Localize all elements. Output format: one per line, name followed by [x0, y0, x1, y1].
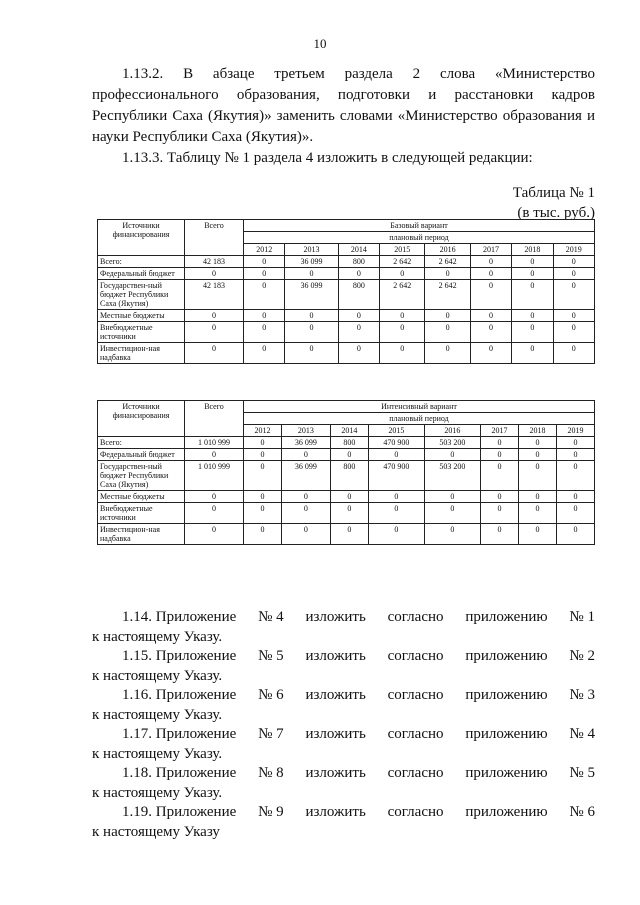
annex-word: № 5 [258, 648, 284, 664]
row-value: 0 [281, 449, 330, 461]
row-value: 0 [380, 322, 425, 343]
row-value: 0 [512, 268, 553, 280]
annex-word: № 9 [258, 804, 284, 820]
table-unit: (в тыс. руб.) [517, 205, 595, 221]
annex-item-lead [122, 802, 236, 822]
annex-word: приложению [465, 765, 548, 781]
row-value: 36 099 [285, 280, 338, 310]
row-value: 36 099 [285, 256, 338, 268]
row-value: 0 [330, 503, 368, 524]
row-value: 0 [424, 503, 480, 524]
annex-word: изложить [305, 648, 366, 664]
header-period: плановый период [244, 413, 595, 425]
header-year: 2017 [470, 244, 511, 256]
annex-word: согласно [387, 687, 444, 703]
row-value: 0 [285, 343, 338, 364]
annex-word: изложить [305, 687, 366, 703]
annex-item-number: 1.15. [122, 648, 152, 664]
row-value: 0 [281, 524, 330, 545]
annex-word: № 2 [569, 648, 595, 664]
table-row [98, 256, 595, 268]
annex-word: приложению [465, 726, 548, 742]
annex-item [92, 802, 595, 842]
annex-item-number: 1.17. [122, 726, 152, 742]
annex-word: согласно [387, 726, 444, 742]
annex-word: приложению [465, 687, 548, 703]
annex-word: Приложение [155, 648, 237, 664]
annex-word: согласно [387, 648, 444, 664]
annex-word: приложению [465, 609, 548, 625]
header-period: плановый период [244, 232, 595, 244]
annex-word: Приложение [155, 609, 237, 625]
row-value: 0 [480, 449, 518, 461]
row-value: 0 [518, 461, 556, 491]
row-value: 0 [244, 310, 285, 322]
row-value: 0 [512, 310, 553, 322]
table-row [98, 491, 595, 503]
row-value: 0 [368, 491, 424, 503]
table-row [98, 461, 595, 491]
row-value: 0 [244, 503, 282, 524]
row-source-label: Всего: [98, 256, 185, 268]
table-caption [513, 183, 595, 223]
annex-item [92, 646, 595, 686]
row-value: 0 [281, 491, 330, 503]
row-value: 470 900 [368, 437, 424, 449]
row-value: 0 [518, 503, 556, 524]
row-value: 0 [368, 524, 424, 545]
header-year: 2019 [553, 244, 594, 256]
row-value: 0 [425, 322, 470, 343]
annex-item-tail: к настоящему Указу [92, 824, 220, 840]
row-value: 0 [480, 461, 518, 491]
row-value: 0 [518, 437, 556, 449]
row-value: 0 [512, 343, 553, 364]
row-source-label: Внебюджетные источники [98, 503, 185, 524]
annex-item-lead [122, 646, 236, 666]
row-value: 0 [338, 268, 379, 280]
annex-item-lead [122, 607, 236, 627]
row-value: 0 [368, 449, 424, 461]
row-total: 0 [185, 322, 244, 343]
row-value: 0 [285, 322, 338, 343]
header-variant: Базовый вариант [244, 220, 595, 232]
row-value: 36 099 [281, 437, 330, 449]
header-year: 2013 [281, 425, 330, 437]
annex-word: согласно [387, 765, 444, 781]
row-value: 0 [380, 268, 425, 280]
row-source-label: Государствен-ный бюджет Республики Саха (Якутия) [98, 280, 185, 310]
annex-item-line [92, 646, 595, 666]
annex-item-tail: к настоящему Указу. [92, 668, 223, 684]
annex-item-lead [122, 763, 236, 783]
row-value: 0 [338, 343, 379, 364]
header-year: 2014 [330, 425, 368, 437]
header-variant: Интенсивный вариант [244, 401, 595, 413]
row-value: 0 [285, 310, 338, 322]
row-value: 0 [518, 449, 556, 461]
row-value: 2 642 [380, 256, 425, 268]
row-value: 0 [518, 491, 556, 503]
annex-word: Приложение [155, 687, 237, 703]
annex-item-lead [122, 685, 236, 705]
row-value: 2 642 [425, 256, 470, 268]
header-year: 2018 [518, 425, 556, 437]
annex-word: согласно [387, 804, 444, 820]
annex-item-line [92, 802, 595, 822]
row-value: 0 [244, 449, 282, 461]
table-row [98, 437, 595, 449]
annex-word: Приложение [155, 765, 237, 781]
annex-item-number: 1.19. [122, 804, 152, 820]
row-value: 0 [244, 322, 285, 343]
row-source-label: Инвестицион-ная надбавка [98, 524, 185, 545]
header-row [98, 401, 595, 413]
row-value: 0 [556, 524, 594, 545]
row-value: 0 [556, 461, 594, 491]
row-value: 0 [368, 503, 424, 524]
page-number: 10 [313, 36, 327, 51]
row-value: 0 [338, 322, 379, 343]
annex-word: согласно [387, 609, 444, 625]
row-total: 0 [185, 503, 244, 524]
annex-word: № 3 [569, 687, 595, 703]
row-total: 1 010 999 [185, 461, 244, 491]
row-value: 0 [330, 524, 368, 545]
row-value: 0 [380, 310, 425, 322]
row-value: 0 [553, 280, 594, 310]
annex-item [92, 724, 595, 764]
row-value: 0 [556, 491, 594, 503]
row-value: 0 [518, 524, 556, 545]
row-value: 800 [330, 461, 368, 491]
annex-word: изложить [305, 765, 366, 781]
annex-item-tail: к настоящему Указу. [92, 746, 223, 762]
annex-word: Приложение [155, 726, 237, 742]
row-value: 2 642 [380, 280, 425, 310]
header-source: Источники финансирования [98, 401, 185, 437]
table-row [98, 524, 595, 545]
row-source-label: Местные бюджеты [98, 491, 185, 503]
row-source-label: Всего: [98, 437, 185, 449]
row-value: 0 [480, 437, 518, 449]
row-value: 0 [553, 310, 594, 322]
row-total: 0 [185, 310, 244, 322]
annex-item-tail: к настоящему Указу. [92, 785, 223, 801]
paragraph-1-13-3: 1.13.3. Таблицу № 1 раздела 4 изложить в следующей редакции: [122, 150, 533, 166]
header-year: 2017 [480, 425, 518, 437]
row-value: 0 [330, 449, 368, 461]
header-total: Всего [185, 220, 244, 256]
row-source-label: Инвестицион-ная надбавка [98, 343, 185, 364]
header-total: Всего [185, 401, 244, 437]
annex-item-lead [122, 724, 236, 744]
row-value: 0 [512, 322, 553, 343]
annex-word: № 5 [569, 765, 595, 781]
header-year: 2015 [380, 244, 425, 256]
paragraph-1-13-2: 1.13.2. В абзаце третьем раздела 2 слова «Министерство профессионального образования, подготовки и расстановки кадров Республики Саха (Якутия)» заменить словами «Министерство образования и науки Республики Саха (Якутия)». [92, 66, 595, 145]
row-value: 800 [338, 280, 379, 310]
row-value: 0 [244, 437, 282, 449]
header-year: 2016 [424, 425, 480, 437]
row-value: 0 [244, 280, 285, 310]
row-value: 0 [425, 268, 470, 280]
row-value: 0 [556, 503, 594, 524]
row-value: 0 [425, 343, 470, 364]
header-year: 2012 [244, 244, 285, 256]
annex-word: приложению [465, 648, 548, 664]
annex-word: № 6 [258, 687, 284, 703]
row-value: 0 [424, 524, 480, 545]
row-value: 0 [512, 256, 553, 268]
row-value: 0 [556, 437, 594, 449]
header-year: 2015 [368, 425, 424, 437]
row-value: 0 [553, 268, 594, 280]
header-year: 2016 [425, 244, 470, 256]
row-value: 0 [424, 491, 480, 503]
row-value: 0 [553, 322, 594, 343]
row-source-label: Государствен-ный бюджет Республики Саха (Якутия) [98, 461, 185, 491]
base-variant-table [97, 219, 595, 364]
row-value: 0 [244, 524, 282, 545]
row-value: 0 [512, 280, 553, 310]
row-source-label: Местные бюджеты [98, 310, 185, 322]
header-year: 2012 [244, 425, 282, 437]
table-row [98, 503, 595, 524]
row-value: 0 [556, 449, 594, 461]
header-year: 2013 [285, 244, 338, 256]
row-value: 0 [480, 491, 518, 503]
row-source-label: Федеральный бюджет [98, 449, 185, 461]
annex-word: № 8 [258, 765, 284, 781]
row-value: 0 [470, 256, 511, 268]
header-year: 2014 [338, 244, 379, 256]
table-row [98, 268, 595, 280]
row-value: 0 [470, 280, 511, 310]
row-total: 1 010 999 [185, 437, 244, 449]
header-row [98, 220, 595, 232]
row-value: 0 [480, 503, 518, 524]
row-value: 0 [244, 461, 282, 491]
row-value: 0 [425, 310, 470, 322]
row-total: 0 [185, 524, 244, 545]
row-value: 36 099 [281, 461, 330, 491]
annex-word: № 7 [258, 726, 284, 742]
row-value: 0 [285, 268, 338, 280]
table-title: Таблица № 1 [512, 185, 595, 201]
row-total: 0 [185, 268, 244, 280]
annex-item-number: 1.16. [122, 687, 152, 703]
annex-item-tail: к настоящему Указу. [92, 707, 223, 723]
table-row [98, 449, 595, 461]
annex-item-line [92, 607, 595, 627]
header-year: 2019 [556, 425, 594, 437]
row-value: 0 [470, 268, 511, 280]
row-value: 0 [380, 343, 425, 364]
annex-word: Приложение [155, 804, 237, 820]
row-value: 800 [330, 437, 368, 449]
row-value: 503 200 [424, 461, 480, 491]
row-value: 0 [338, 310, 379, 322]
row-value: 0 [480, 524, 518, 545]
row-value: 0 [244, 268, 285, 280]
annex-item-line [92, 685, 595, 705]
intensive-variant-table [97, 400, 595, 545]
annex-word: изложить [305, 609, 366, 625]
row-value: 0 [553, 343, 594, 364]
annex-word: № 4 [258, 609, 284, 625]
annex-word: № 6 [569, 804, 595, 820]
annex-item-line [92, 763, 595, 783]
row-value: 0 [244, 491, 282, 503]
row-total: 42 183 [185, 280, 244, 310]
row-value: 0 [244, 256, 285, 268]
row-total: 42 183 [185, 256, 244, 268]
annex-item-number: 1.18. [122, 765, 152, 781]
row-total: 0 [185, 491, 244, 503]
row-total: 0 [185, 343, 244, 364]
row-value: 0 [244, 343, 285, 364]
table-row [98, 343, 595, 364]
annex-item [92, 685, 595, 725]
row-value: 470 900 [368, 461, 424, 491]
row-value: 503 200 [424, 437, 480, 449]
row-value: 0 [330, 491, 368, 503]
row-value: 2 642 [425, 280, 470, 310]
header-year: 2018 [512, 244, 553, 256]
table-row [98, 280, 595, 310]
annex-word: изложить [305, 804, 366, 820]
row-value: 0 [553, 256, 594, 268]
row-value: 0 [470, 322, 511, 343]
row-source-label: Внебюджетные источники [98, 322, 185, 343]
annex-item-line [92, 724, 595, 744]
annex-word: изложить [305, 726, 366, 742]
table-row [98, 322, 595, 343]
table-row [98, 310, 595, 322]
annex-item [92, 607, 595, 647]
row-value: 800 [338, 256, 379, 268]
row-value: 0 [470, 343, 511, 364]
annex-item [92, 763, 595, 803]
row-value: 0 [470, 310, 511, 322]
row-value: 0 [281, 503, 330, 524]
annex-word: приложению [465, 804, 548, 820]
annex-word: № 1 [569, 609, 595, 625]
annex-item-number: 1.14. [122, 609, 152, 625]
row-source-label: Федеральный бюджет [98, 268, 185, 280]
row-total: 0 [185, 449, 244, 461]
row-value: 0 [424, 449, 480, 461]
annex-word: № 4 [569, 726, 595, 742]
annex-item-tail: к настоящему Указу. [92, 629, 223, 645]
header-source: Источники финансирования [98, 220, 185, 256]
